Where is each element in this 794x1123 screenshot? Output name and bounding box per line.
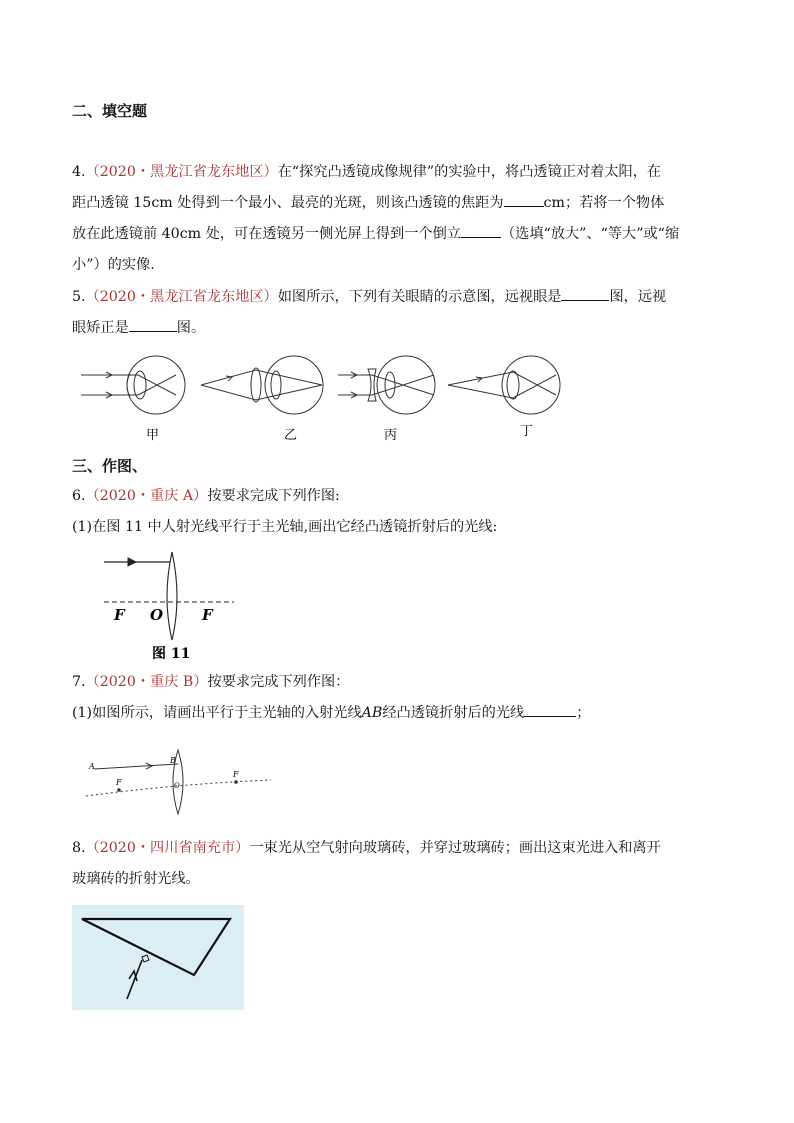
- glass-brick-figure: [72, 905, 244, 1010]
- eye-label-yi: 乙: [284, 428, 298, 443]
- answer-blank-image-type[interactable]: [461, 222, 501, 238]
- svg-text:A: A: [89, 762, 95, 771]
- svg-text:O: O: [150, 606, 164, 624]
- eye-diagrams-figure: [76, 355, 636, 445]
- source-tag: （2020・四川省南充市）: [85, 840, 250, 856]
- source-tag: （2020・黑龙江省龙东地区）: [85, 289, 278, 305]
- answer-blank-correction[interactable]: [129, 316, 177, 332]
- figure-11-convex-lens: [100, 548, 250, 663]
- answer-blank-refracted-ray[interactable]: [524, 701, 576, 717]
- focus-point-left: [117, 788, 121, 792]
- answer-blank-focal-length[interactable]: [504, 191, 544, 207]
- question-6: 6.（2020・重庆 A）按要求完成下列作图: (1)在图 11 中人射光线平行于主光轴,画出它经凸透镜折射后的光线:: [72, 488, 498, 535]
- svg-text:F: F: [114, 606, 125, 624]
- eye-label-jia: 甲: [146, 428, 160, 443]
- figure-caption: 图 11: [152, 646, 191, 662]
- section-heading-drawing: 三、作图、: [72, 457, 148, 475]
- answer-blank-hyperopia[interactable]: [561, 285, 609, 301]
- eye-diagram-ding: [448, 356, 560, 414]
- focus-point-right: [234, 780, 238, 784]
- question-4: 4.（2020・黑龙江省龙东地区）在“探究凸透镜成像规律”的实验中，将凸透镜正对着太阳，在 距凸透镜 15cm 处得到一个最小、最亮的光斑，则该凸透镜的焦距为 cm；若将一个物体 放在此透镜前 40cm 处，可在透镜另一侧光屏上得到一个倒立 （选填“放大”、“等大”或“缩 小”）的实像.: [72, 164, 680, 273]
- question-number: 5.: [72, 289, 86, 305]
- eye-diagram-bing: [338, 356, 435, 414]
- svg-text:O: O: [174, 782, 180, 790]
- question-number: 6.: [72, 488, 86, 504]
- incident-ray-ab: [94, 764, 178, 769]
- question-number: 8.: [72, 840, 86, 856]
- eye-diagram-yi: [201, 356, 323, 414]
- question-7: 7.（2020・重庆 B）按要求完成下列作图： (1)如图所示，请画出平行于主光轴的入射光线AB经凸透镜折射后的光线 ；: [72, 674, 591, 721]
- source-tag: （2020・重庆 B）: [85, 674, 208, 690]
- eye-diagram-jia: [81, 356, 185, 414]
- question-number: 7.: [72, 674, 86, 690]
- svg-text:F: F: [202, 606, 213, 624]
- question-number: 4.: [72, 164, 86, 180]
- eye-label-ding: 丁: [520, 424, 534, 439]
- arrow-icon: [128, 558, 136, 566]
- svg-text:F: F: [116, 778, 122, 787]
- question-5: 5.（2020・黑龙江省龙东地区）如图所示，下列有关眼睛的示意图，远视眼是 图，远视 眼矫正是 图。: [72, 282, 722, 344]
- source-tag: （2020・重庆 A）: [85, 488, 208, 504]
- eye-label-bing: 丙: [384, 428, 398, 443]
- svg-text:B: B: [170, 756, 176, 765]
- question-8: 8.（2020・四川省南充市）一束光从空气射向玻璃砖，并穿过玻璃砖；画出这束光进入和离开 玻璃砖的折射光线。: [72, 840, 661, 887]
- svg-text:F: F: [233, 770, 239, 779]
- section-heading-fill-in: 二、填空题: [72, 102, 148, 120]
- source-tag: （2020・黑龙江省龙东地区）: [85, 164, 278, 180]
- q7-convex-lens-figure: [86, 744, 276, 816]
- convex-lens: [167, 552, 177, 640]
